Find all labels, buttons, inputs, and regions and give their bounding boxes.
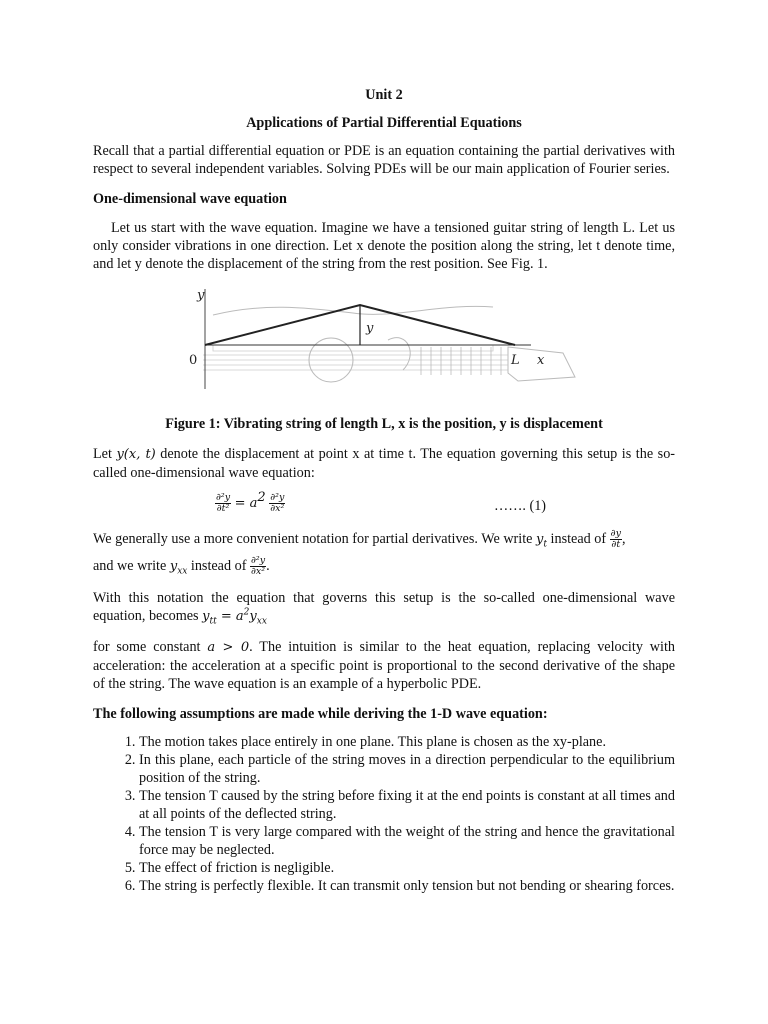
x-axis-label: x (537, 353, 545, 368)
length-label: L (511, 353, 520, 368)
intro-paragraph: Recall that a partial differential equation or PDE is an equation containing the partial derivatives with respect to several independent variables. Solving PDEs will be our main application of Fourier series. (93, 143, 675, 177)
figure-vibrating-string (189, 285, 578, 395)
notation-line-1: We generally use a more convenient notation for partial derivatives. We write $y_t$ instead of $\frac{\partial y}{\partial t}$ , (93, 528, 626, 550)
assumption-item: 3. The tension T caused by the string before fixing it at the end points is constant at all times and at all points of the deflected string. (139, 787, 675, 823)
notation-line-2: and we write $y_{xx}$ instead of $\frac{\text{∂²y}}{\text{∂x²}}$ . (93, 555, 270, 577)
notation-result-paragraph: With this notation the equation that governs this setup is the so-called one-dimensional wave equation, becomes $y_{tt} = a^2y_{xx}$ (93, 590, 675, 627)
equation-number: ……. (1) (494, 498, 547, 514)
constant-paragraph: for some constant a > 0. The intuition is similar to the heat equation, replacing velocity with acceleration: the acceleration at a specific point is proportional to the second derivative of the shape of the string. The wave equation is an example of a hyperbolic PDE. (93, 639, 675, 692)
assumption-item: 1. The motion takes place entirely in one plane. This plane is chosen as the xy-plane. (139, 733, 675, 751)
assumptions-list (93, 733, 675, 895)
document-page (93, 86, 675, 895)
assumption-item: 5. The effect of friction is negligible. (139, 859, 675, 877)
wave-paragraph: Let us start with the wave equation. Imagine we have a tensioned guitar string of length L. Let us only consider vibrations in one direction. Let x denote the position along the string, let t denote time, and let y denote the displacement of the string from the rest position. See Fig. 1. (93, 220, 675, 272)
let-paragraph: Let y(x, t) denote the displacement at point x at time t. The equation governing this setup is the so-called one-dimensional wave equation: (93, 446, 676, 481)
wave-equation: $\frac{\text{∂²y}}{\text{∂t²}}$ = $a^2$ $\frac{\text{∂²y}}{\text{∂x²}}$ (216, 490, 285, 514)
unit-title: Unit 2 (365, 87, 403, 103)
section-heading: One-dimensional wave equation (93, 191, 287, 207)
assumptions-heading: The following assumptions are made while deriving the 1-D wave equation: (93, 706, 548, 722)
origin-label: 0 (189, 353, 198, 368)
assumption-item: 2. In this plane, each particle of the string moves in a direction perpendicular to the equilibrium position of the string. (139, 751, 675, 787)
figure-caption: Figure 1: Vibrating string of length L, x is the position, y is displacement (165, 416, 603, 432)
chapter-title: Applications of Partial Differential Equations (246, 115, 522, 131)
assumption-item: 6. The string is perfectly flexible. It can transmit only tension but not bending or shearing forces. (139, 877, 675, 895)
assumption-item: 4. The tension T is very large compared with the weight of the string and hence the gravitational force may be neglected. (139, 823, 675, 859)
equation-1 (93, 491, 675, 521)
string-diagram (189, 285, 578, 395)
function-y-x-t: y(x, t) (116, 447, 156, 462)
y-axis-label: y (197, 288, 205, 303)
displacement-label: y (366, 321, 374, 336)
